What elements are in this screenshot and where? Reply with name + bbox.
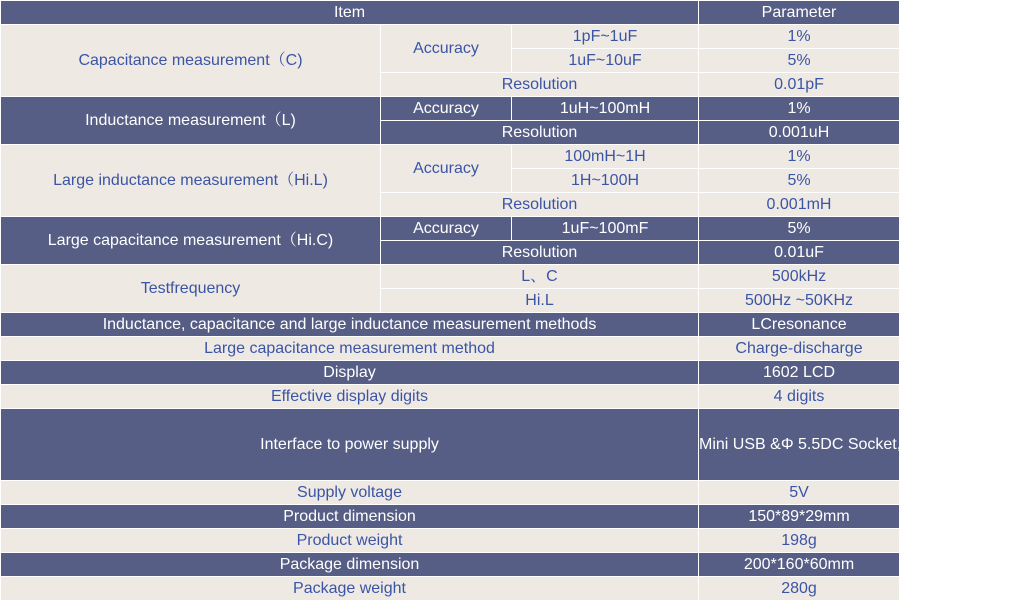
display-row — [1, 361, 900, 385]
capacitance-value-1: 1% — [699, 25, 900, 49]
large-inductance-label: Large inductance measurement（Hi.L) — [1, 145, 381, 217]
inductance-range: 1uH~100mH — [512, 97, 699, 121]
capacitance-range-2: 1uF~10uF — [512, 49, 699, 73]
header-row — [1, 1, 900, 25]
product-weight-row — [1, 529, 900, 553]
digits-value: 4 digits — [699, 385, 900, 409]
large-capacitance-resolution-value: 0.01uF — [699, 241, 900, 265]
large-capacitance-value: 5% — [699, 217, 900, 241]
methods-value: LCresonance — [699, 313, 900, 337]
large-inductance-resolution-value: 0.001mH — [699, 193, 900, 217]
large-cap-method-label: Large capacitance measurement method — [1, 337, 699, 361]
large-cap-method-row — [1, 337, 900, 361]
large-capacitance-resolution-label: Resolution — [381, 241, 699, 265]
package-weight-label: Package weight — [1, 577, 699, 601]
product-weight-value: 198g — [699, 529, 900, 553]
inductance-resolution-value: 0.001uH — [699, 121, 900, 145]
large-inductance-range-1: 100mH~1H — [512, 145, 699, 169]
inductance-value: 1% — [699, 97, 900, 121]
capacitance-resolution-label: Resolution — [381, 73, 699, 97]
package-dimension-label: Package dimension — [1, 553, 699, 577]
large-capacitance-accuracy-label: Accuracy — [381, 217, 512, 241]
display-value: 1602 LCD — [699, 361, 900, 385]
large-capacitance-row-1 — [1, 217, 900, 241]
supply-voltage-row — [1, 481, 900, 505]
package-weight-row — [1, 577, 900, 601]
interface-label: Interface to power supply — [1, 409, 699, 481]
inductance-row-1 — [1, 97, 900, 121]
large-capacitance-range: 1uF~100mF — [512, 217, 699, 241]
interface-row — [1, 409, 900, 481]
methods-row — [1, 313, 900, 337]
large-inductance-resolution-label: Resolution — [381, 193, 699, 217]
methods-label: Inductance, capacitance and large inductance measurement methods — [1, 313, 699, 337]
capacitance-resolution-value: 0.01pF — [699, 73, 900, 97]
capacitance-row-1 — [1, 25, 900, 49]
capacitance-accuracy-label: Accuracy — [381, 25, 512, 73]
test-frequency-mode-2: Hi.L — [381, 289, 699, 313]
test-frequency-value-2: 500Hz ~50KHz — [699, 289, 900, 313]
test-frequency-value-1: 500kHz — [699, 265, 900, 289]
product-weight-label: Product weight — [1, 529, 699, 553]
package-dimension-row — [1, 553, 900, 577]
inductance-resolution-label: Resolution — [381, 121, 699, 145]
large-cap-method-value: Charge-discharge — [699, 337, 900, 361]
capacitance-label: Capacitance measurement（C) — [1, 25, 381, 97]
supply-voltage-label: Supply voltage — [1, 481, 699, 505]
header-item: Item — [1, 1, 699, 25]
large-capacitance-label: Large capacitance measurement（Hi.C) — [1, 217, 381, 265]
package-weight-value: 280g — [699, 577, 900, 601]
large-inductance-value-1: 1% — [699, 145, 900, 169]
capacitance-value-2: 5% — [699, 49, 900, 73]
supply-voltage-value: 5V — [699, 481, 900, 505]
test-frequency-label: Testfrequency — [1, 265, 381, 313]
display-label: Display — [1, 361, 699, 385]
large-inductance-row-1 — [1, 145, 900, 169]
product-dimension-value: 150*89*29mm — [699, 505, 900, 529]
inductance-accuracy-label: Accuracy — [381, 97, 512, 121]
test-frequency-row-1 — [1, 265, 900, 289]
header-parameter: Parameter — [699, 1, 900, 25]
product-dimension-row — [1, 505, 900, 529]
capacitance-range-1: 1pF~1uF — [512, 25, 699, 49]
interface-value: Mini USB &Φ 5.5DC Socket,4 of AA Batteries — [699, 409, 900, 481]
digits-label: Effective display digits — [1, 385, 699, 409]
package-dimension-value: 200*160*60mm — [699, 553, 900, 577]
inductance-label: Inductance measurement（L) — [1, 97, 381, 145]
digits-row — [1, 385, 900, 409]
test-frequency-mode-1: L、C — [381, 265, 699, 289]
product-dimension-label: Product dimension — [1, 505, 699, 529]
large-inductance-value-2: 5% — [699, 169, 900, 193]
large-inductance-range-2: 1H~100H — [512, 169, 699, 193]
large-inductance-accuracy-label: Accuracy — [381, 145, 512, 193]
